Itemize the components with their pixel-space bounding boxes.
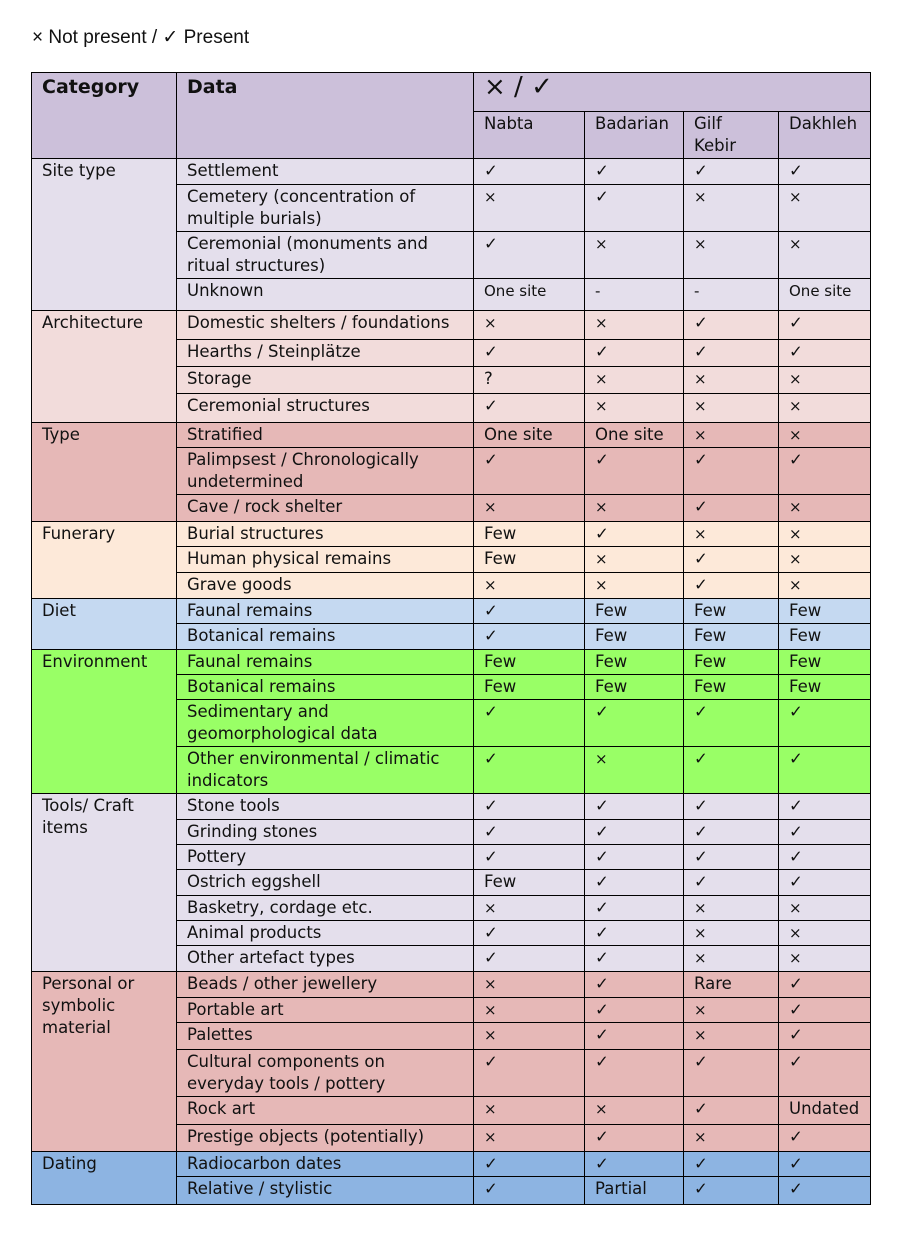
- value-cell: ×: [779, 946, 871, 972]
- value-cell: ✓: [779, 311, 871, 340]
- value-cell: ✓: [684, 340, 779, 367]
- value-cell: One site: [474, 423, 585, 448]
- value-cell: ✓: [474, 1152, 585, 1177]
- data-label-cell: Palettes: [177, 1023, 474, 1050]
- value-cell: Few: [779, 650, 871, 675]
- value-cell: ×: [779, 394, 871, 423]
- value-cell: -: [585, 279, 684, 311]
- value-cell: Few: [474, 870, 585, 896]
- value-cell: ✓: [779, 794, 871, 820]
- data-label-cell: Stratified: [177, 423, 474, 448]
- header-row: [32, 73, 871, 112]
- value-cell: Few: [474, 547, 585, 573]
- value-cell: ✓: [474, 394, 585, 423]
- value-cell: ✓: [684, 1177, 779, 1205]
- value-cell: ×: [684, 367, 779, 394]
- value-cell: ×: [684, 1125, 779, 1152]
- table-row: [32, 159, 871, 185]
- category-cell: Diet: [32, 599, 177, 650]
- data-label-cell: Sedimentary and geomorphological data: [177, 700, 474, 747]
- value-cell: ✓: [585, 845, 684, 870]
- value-cell: ✓: [684, 870, 779, 896]
- value-cell: ×: [684, 1023, 779, 1050]
- table-row: [32, 1152, 871, 1177]
- value-cell: ×: [779, 573, 871, 599]
- value-cell: ×: [474, 896, 585, 921]
- table-row: [32, 650, 871, 675]
- value-cell: ✓: [585, 820, 684, 845]
- value-cell: Few: [585, 599, 684, 624]
- value-cell: ✓: [474, 448, 585, 495]
- data-label-cell: Cemetery (concentration of multiple burials): [177, 185, 474, 232]
- header-site-nabta: Nabta: [474, 112, 585, 159]
- value-cell: ×: [585, 495, 684, 522]
- value-cell: ×: [779, 185, 871, 232]
- data-label-cell: Botanical remains: [177, 624, 474, 650]
- value-cell: Few: [779, 599, 871, 624]
- value-cell: ×: [684, 998, 779, 1023]
- value-cell: Few: [585, 675, 684, 700]
- value-cell: ✓: [779, 820, 871, 845]
- data-label-cell: Rock art: [177, 1097, 474, 1125]
- value-cell: Few: [474, 522, 585, 547]
- value-cell: ×: [684, 394, 779, 423]
- table-row: [32, 599, 871, 624]
- value-cell: ✓: [779, 1152, 871, 1177]
- value-cell: ×: [585, 394, 684, 423]
- value-cell: Few: [684, 624, 779, 650]
- value-cell: ✓: [779, 998, 871, 1023]
- value-cell: Few: [684, 675, 779, 700]
- value-cell: ×: [779, 921, 871, 946]
- value-cell: ✓: [779, 1050, 871, 1097]
- value-cell: Few: [779, 675, 871, 700]
- value-cell: ✓: [585, 870, 684, 896]
- value-cell: ✓: [585, 522, 684, 547]
- value-cell: ✓: [684, 1097, 779, 1125]
- value-cell: ×: [779, 547, 871, 573]
- value-cell: ✓: [474, 946, 585, 972]
- header-site-badarian: Badarian: [585, 112, 684, 159]
- value-cell: ✓: [779, 747, 871, 794]
- value-cell: ×: [474, 185, 585, 232]
- table-row: [32, 423, 871, 448]
- value-cell: ✓: [779, 1125, 871, 1152]
- value-cell: ✓: [585, 1050, 684, 1097]
- data-label-cell: Unknown: [177, 279, 474, 311]
- value-cell: ×: [474, 998, 585, 1023]
- value-cell: ✓: [474, 794, 585, 820]
- table-row: [32, 311, 871, 340]
- category-cell: Dating: [32, 1152, 177, 1205]
- value-cell: ×: [779, 367, 871, 394]
- data-label-cell: Grave goods: [177, 573, 474, 599]
- value-cell: ×: [684, 185, 779, 232]
- data-label-cell: Radiocarbon dates: [177, 1152, 474, 1177]
- value-cell: ✓: [684, 845, 779, 870]
- data-label-cell: Botanical remains: [177, 675, 474, 700]
- category-cell: Tools/ Craft items: [32, 794, 177, 972]
- value-cell: ✓: [585, 998, 684, 1023]
- category-cell: Personal or symbolic material: [32, 972, 177, 1152]
- value-cell: ×: [684, 921, 779, 946]
- value-cell: ✓: [779, 340, 871, 367]
- data-label-cell: Faunal remains: [177, 599, 474, 624]
- data-label-cell: Basketry, cordage etc.: [177, 896, 474, 921]
- value-cell: ✓: [684, 547, 779, 573]
- data-label-cell: Palimpsest / Chronologically undetermined: [177, 448, 474, 495]
- data-label-cell: Ceremonial structures: [177, 394, 474, 423]
- data-label-cell: Faunal remains: [177, 650, 474, 675]
- value-cell: Few: [684, 599, 779, 624]
- value-cell: ✓: [684, 448, 779, 495]
- value-cell: ✓: [779, 448, 871, 495]
- value-cell: One site: [779, 279, 871, 311]
- data-label-cell: Hearths / Steinplätze: [177, 340, 474, 367]
- data-label-cell: Human physical remains: [177, 547, 474, 573]
- value-cell: ✓: [684, 794, 779, 820]
- value-cell: ✓: [585, 946, 684, 972]
- value-cell: Few: [585, 650, 684, 675]
- value-cell: ×: [585, 747, 684, 794]
- value-cell: ?: [474, 367, 585, 394]
- value-cell: Few: [585, 624, 684, 650]
- category-cell: Architecture: [32, 311, 177, 423]
- value-cell: Undated: [779, 1097, 871, 1125]
- value-cell: ×: [474, 495, 585, 522]
- value-cell: ×: [474, 573, 585, 599]
- data-label-cell: Portable art: [177, 998, 474, 1023]
- value-cell: ✓: [585, 340, 684, 367]
- value-cell: ✓: [684, 1050, 779, 1097]
- data-label-cell: Other artefact types: [177, 946, 474, 972]
- category-cell: Type: [32, 423, 177, 522]
- value-cell: ✓: [585, 700, 684, 747]
- data-label-cell: Relative / stylistic: [177, 1177, 474, 1205]
- header-site-gilf-kebir: Gilf Kebir: [684, 112, 779, 159]
- value-cell: ✓: [684, 495, 779, 522]
- data-label-cell: Cultural components on everyday tools / pottery: [177, 1050, 474, 1097]
- value-cell: -: [684, 279, 779, 311]
- value-cell: ✓: [779, 870, 871, 896]
- value-cell: ×: [474, 972, 585, 998]
- value-cell: One site: [474, 279, 585, 311]
- data-label-cell: Cave / rock shelter: [177, 495, 474, 522]
- table-row: [32, 972, 871, 998]
- value-cell: Few: [684, 650, 779, 675]
- data-label-cell: Ostrich eggshell: [177, 870, 474, 896]
- value-cell: Few: [779, 624, 871, 650]
- value-cell: ✓: [474, 599, 585, 624]
- value-cell: ✓: [779, 1023, 871, 1050]
- presence-table: [31, 72, 871, 1205]
- value-cell: ✓: [779, 700, 871, 747]
- value-cell: ×: [779, 896, 871, 921]
- value-cell: ✓: [779, 159, 871, 185]
- value-cell: ×: [684, 232, 779, 279]
- value-cell: ✓: [684, 1152, 779, 1177]
- value-cell: ✓: [684, 573, 779, 599]
- value-cell: ×: [684, 896, 779, 921]
- value-cell: ✓: [585, 972, 684, 998]
- data-label-cell: Burial structures: [177, 522, 474, 547]
- value-cell: ✓: [474, 845, 585, 870]
- value-cell: ✓: [474, 159, 585, 185]
- value-cell: ✓: [585, 1125, 684, 1152]
- value-cell: ×: [779, 495, 871, 522]
- value-cell: ✓: [585, 896, 684, 921]
- value-cell: ✓: [474, 820, 585, 845]
- data-label-cell: Beads / other jewellery: [177, 972, 474, 998]
- value-cell: ×: [474, 311, 585, 340]
- value-cell: ✓: [684, 311, 779, 340]
- data-label-cell: Pottery: [177, 845, 474, 870]
- value-cell: ×: [585, 367, 684, 394]
- value-cell: ✓: [779, 1177, 871, 1205]
- value-cell: ✓: [474, 921, 585, 946]
- data-label-cell: Ceremonial (monuments and ritual structures): [177, 232, 474, 279]
- category-cell: Site type: [32, 159, 177, 311]
- value-cell: ×: [474, 1097, 585, 1125]
- value-cell: ✓: [474, 1050, 585, 1097]
- value-cell: ✓: [779, 845, 871, 870]
- value-cell: ✓: [474, 340, 585, 367]
- data-label-cell: Storage: [177, 367, 474, 394]
- table-body: [32, 159, 871, 1205]
- header-site-dakhleh: Dakhleh: [779, 112, 871, 159]
- header-symbols: × / ✓: [474, 73, 871, 112]
- value-cell: ×: [585, 1097, 684, 1125]
- value-cell: ✓: [474, 700, 585, 747]
- data-label-cell: Animal products: [177, 921, 474, 946]
- header-category: Category: [32, 73, 177, 159]
- data-label-cell: Grinding stones: [177, 820, 474, 845]
- category-cell: Environment: [32, 650, 177, 794]
- value-cell: ✓: [779, 972, 871, 998]
- value-cell: ✓: [684, 747, 779, 794]
- table-row: [32, 522, 871, 547]
- value-cell: ✓: [684, 700, 779, 747]
- table-row: [32, 794, 871, 820]
- data-label-cell: Stone tools: [177, 794, 474, 820]
- value-cell: ×: [684, 522, 779, 547]
- value-cell: ×: [585, 573, 684, 599]
- value-cell: ✓: [585, 159, 684, 185]
- value-cell: Few: [474, 675, 585, 700]
- value-cell: ✓: [684, 159, 779, 185]
- value-cell: ✓: [585, 1023, 684, 1050]
- value-cell: ×: [585, 232, 684, 279]
- value-cell: ×: [779, 423, 871, 448]
- category-cell: Funerary: [32, 522, 177, 599]
- value-cell: ✓: [474, 747, 585, 794]
- data-label-cell: Prestige objects (potentially): [177, 1125, 474, 1152]
- value-cell: ✓: [585, 921, 684, 946]
- value-cell: ×: [779, 522, 871, 547]
- value-cell: ✓: [474, 624, 585, 650]
- value-cell: ×: [585, 547, 684, 573]
- value-cell: ×: [474, 1125, 585, 1152]
- value-cell: ×: [474, 1023, 585, 1050]
- value-cell: Partial: [585, 1177, 684, 1205]
- value-cell: Few: [474, 650, 585, 675]
- legend: × Not present / ✓ Present: [32, 27, 250, 48]
- value-cell: ×: [684, 423, 779, 448]
- data-label-cell: Domestic shelters / foundations: [177, 311, 474, 340]
- value-cell: Rare: [684, 972, 779, 998]
- value-cell: ✓: [585, 185, 684, 232]
- value-cell: ✓: [684, 820, 779, 845]
- data-label-cell: Other environmental / climatic indicators: [177, 747, 474, 794]
- value-cell: ×: [779, 232, 871, 279]
- header-data: Data: [177, 73, 474, 159]
- value-cell: ✓: [585, 448, 684, 495]
- value-cell: ✓: [585, 1152, 684, 1177]
- value-cell: ×: [585, 311, 684, 340]
- value-cell: One site: [585, 423, 684, 448]
- value-cell: ✓: [585, 794, 684, 820]
- value-cell: ✓: [474, 232, 585, 279]
- value-cell: ✓: [474, 1177, 585, 1205]
- data-label-cell: Settlement: [177, 159, 474, 185]
- value-cell: ×: [684, 946, 779, 972]
